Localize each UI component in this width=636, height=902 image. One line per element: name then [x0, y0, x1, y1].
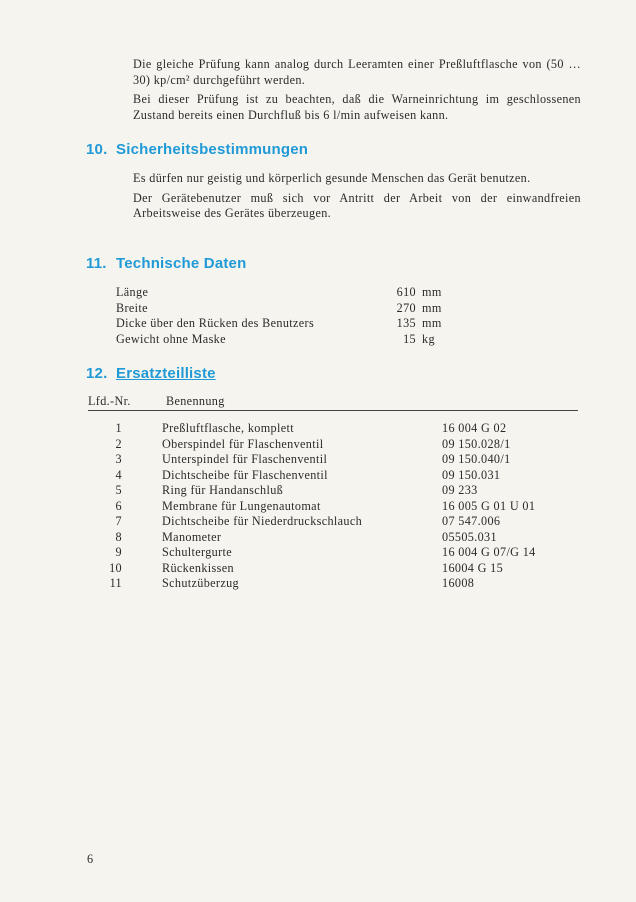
- spec-value: 15: [403, 331, 416, 346]
- section-12-number: 12.: [86, 365, 108, 382]
- part-name: Oberspindel für Flaschenventil: [162, 436, 324, 451]
- section-12-heading: [86, 365, 216, 382]
- part-name: Ring für Handanschluß: [162, 483, 284, 497]
- part-name: Dichtscheibe für Niederdruckschlauch: [162, 514, 363, 528]
- section-10-number: 10.: [86, 141, 108, 158]
- spec-unit: mm: [422, 285, 442, 299]
- spec-label: Gewicht ohne Maske: [116, 331, 226, 346]
- spec-row: [116, 316, 476, 332]
- part-name: Schutzüberzug: [162, 576, 239, 590]
- part-name: Schultergurte: [162, 545, 232, 559]
- part-code: 16 004 G 07/G 14: [442, 545, 536, 559]
- spec-value: 270: [396, 300, 416, 315]
- section-10-paragraph-1: Es dürfen nur geistig und körperlich gesunde Menschen das Gerät benutzen.: [133, 171, 531, 185]
- table-row: [88, 468, 578, 484]
- row-number: 6: [115, 498, 122, 513]
- section-10-paragraph-2: Der Gerätebenutzer muß sich vor Antritt der Arbeit von der einwandfreien Arbeitsweise des Gerätes überzeugen.: [133, 190, 581, 220]
- part-code: 05505.031: [442, 529, 497, 544]
- page-number: 6: [87, 852, 94, 866]
- spec-label: Breite: [116, 300, 148, 315]
- table-row: [88, 545, 578, 561]
- spec-value: 135: [396, 316, 416, 330]
- spec-label: Länge: [116, 285, 149, 299]
- part-code: 09 150.040/1: [442, 452, 511, 466]
- table-row: [88, 452, 578, 468]
- spec-label: Dicke über den Rücken des Benutzers: [116, 316, 315, 330]
- table-row: [88, 514, 578, 530]
- section-11-title: Technische Daten: [116, 255, 247, 272]
- row-number: 1: [115, 421, 122, 435]
- part-code: 09 150.031: [442, 467, 501, 482]
- column-header-number: Lfd.-Nr.: [88, 394, 131, 408]
- technical-data-list: [116, 285, 476, 347]
- part-name: Unterspindel für Flaschenventil: [162, 452, 328, 466]
- row-number: 9: [115, 545, 122, 559]
- table-row: [88, 421, 578, 437]
- table-row: [88, 530, 578, 546]
- part-code: 16 005 G 01 U 01: [442, 498, 536, 513]
- intro-paragraph-1: Die gleiche Prüfung kann analog durch Leeramten einer Preßluftflasche von (50 … 30) kp/cm² durchgeführt werden.: [133, 57, 581, 87]
- part-code: 16 004 G 02: [442, 421, 507, 435]
- section-10-text: [133, 171, 581, 226]
- table-row: [88, 499, 578, 515]
- row-number: 8: [115, 529, 122, 544]
- row-number: 4: [115, 467, 122, 482]
- header-divider: [88, 410, 578, 411]
- table-row: [88, 483, 578, 499]
- section-12-title: Ersatzteilliste: [116, 365, 216, 382]
- part-code: 16004 G 15: [442, 560, 504, 575]
- spec-value: 610: [396, 285, 416, 299]
- row-number: 10: [109, 560, 122, 575]
- column-header-name: Benennung: [166, 394, 225, 408]
- part-name: Dichtscheibe für Flaschenventil: [162, 467, 328, 482]
- part-code: 16008: [442, 576, 475, 590]
- table-row: [88, 576, 578, 592]
- row-number: 5: [115, 483, 122, 497]
- row-number: 11: [109, 576, 122, 590]
- intro-paragraph-2: Bei dieser Prüfung ist zu beachten, daß die Warneinrichtung im geschlossenen Zustand bereits einen Durchfluß bis 6 l/min aufweisen kann.: [133, 92, 581, 122]
- part-name: Manometer: [162, 529, 222, 544]
- intro-text: [133, 57, 581, 127]
- part-code: 09 233: [442, 483, 478, 497]
- table-row: [88, 561, 578, 577]
- spec-unit: mm: [422, 316, 442, 330]
- table-row: [88, 437, 578, 453]
- section-10-heading: [86, 141, 308, 158]
- row-number: 2: [115, 436, 122, 451]
- part-name: Rückenkissen: [162, 560, 234, 575]
- part-code: 07 547.006: [442, 514, 501, 528]
- spec-row: [116, 285, 476, 301]
- section-11-heading: [86, 255, 246, 272]
- spec-unit: kg: [422, 331, 435, 346]
- part-code: 09 150.028/1: [442, 436, 511, 451]
- spec-row: [116, 332, 476, 348]
- section-11-number: 11.: [86, 255, 107, 272]
- part-name: Membrane für Lungenautomat: [162, 498, 321, 513]
- spec-row: [116, 301, 476, 317]
- row-number: 7: [115, 514, 122, 528]
- spec-unit: mm: [422, 300, 442, 315]
- parts-table: [88, 421, 578, 592]
- row-number: 3: [115, 452, 122, 466]
- section-10-title: Sicherheitsbestimmungen: [116, 141, 309, 158]
- part-name: Preßluftflasche, komplett: [162, 421, 294, 435]
